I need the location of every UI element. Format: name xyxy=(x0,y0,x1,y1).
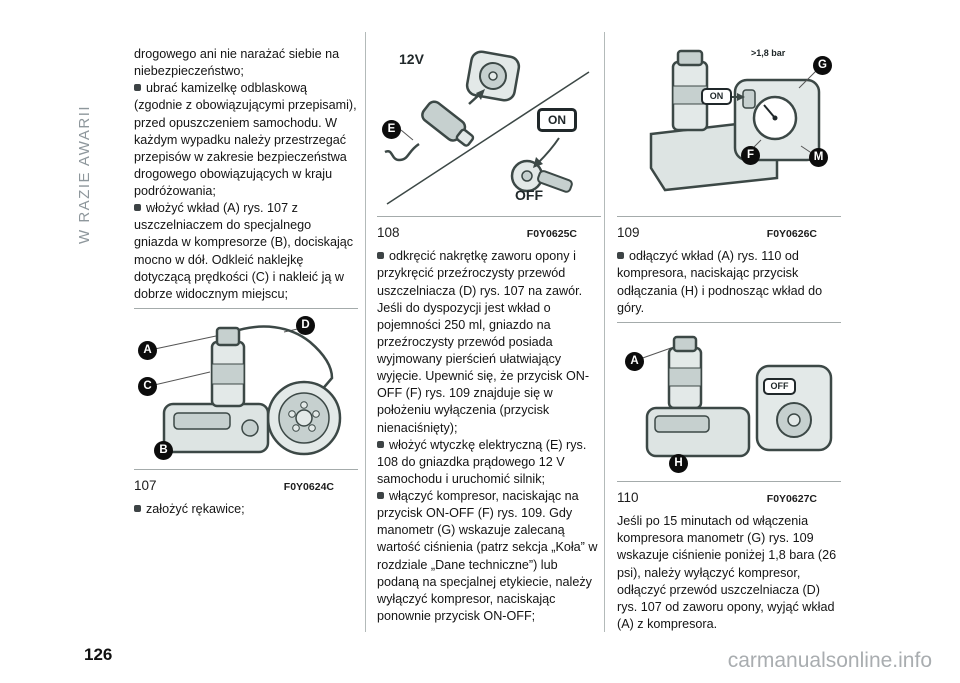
paragraph-text: włożyć wkład (A) rys. 107 z uszczelniaczem do specjalnego gniazda w kompresorze (B), dociskając mocno w dół. Odkleić naklejkę dotyczącą prędkości (C) i nakleić ją w dobrze widocznym miejscu; xyxy=(134,201,354,301)
column-3 xyxy=(617,46,841,633)
paragraph-text: odkręcić nakrętkę zaworu opony i przykręcić przeźroczysty przewód uszczelniacza (D) rys. 107 na zawór. Jeśli do dyspozycji jest wkład o pojemności 250 ml, gniazdo na przeźroczysty przewód posiada wyjmowany pierścień ułatwiający wyjęcie. Upewnić się, że przycisk ON-OFF (F) rys. 109 znajduje się w położeniu wyłączenia (przycisk nienaciśnięty); xyxy=(377,249,590,435)
bullet-paragraph xyxy=(377,248,601,436)
page-number: 126 xyxy=(84,645,113,664)
bullet-paragraph xyxy=(134,501,358,518)
figure-110 xyxy=(617,322,841,509)
paragraph-text: odłączyć wkład (A) rys. 110 od kompresora, naciskając przycisk odłączania (H) i podnosząc wkład do góry. xyxy=(617,249,823,315)
figure-107 xyxy=(134,308,358,497)
figure-code: F0Y0625C xyxy=(526,228,577,240)
callout-g: G xyxy=(813,56,832,75)
figure-number: 109 xyxy=(617,225,640,240)
column-divider xyxy=(604,32,605,632)
paragraph-text: ubrać kamizelkę odblaskową (zgodnie z obowiązującymi przepisami), przed opuszczeniem samochodu. W każdym wypadku należy przestrzegać przepisów w zakresie bezpieczeństwa drogowego obowiązujących w kraju podróżowania; xyxy=(134,81,357,198)
bullet-marker xyxy=(377,492,384,499)
figure-caption xyxy=(377,222,601,244)
figure-109-image xyxy=(617,46,841,211)
bullet-paragraph xyxy=(134,80,358,200)
figure-107-image xyxy=(134,314,358,464)
bullet-marker xyxy=(377,252,384,259)
bullet-marker xyxy=(134,505,141,512)
figure-bottom-rule xyxy=(617,481,841,482)
bullet-marker xyxy=(617,252,624,259)
callout-a: A xyxy=(625,352,644,371)
paragraph-text: włożyć wtyczkę elektryczną (E) rys. 108 do gniazdka prądowego 12 V samochodu i uruchomić silnik; xyxy=(377,437,587,486)
callout-b: B xyxy=(154,441,173,460)
column-2 xyxy=(377,46,601,625)
figure-number: 110 xyxy=(617,489,639,505)
column-divider xyxy=(365,32,366,632)
figure-number: 108 xyxy=(377,225,400,240)
figure-number: 107 xyxy=(134,477,157,493)
cartridge-removal-illustration xyxy=(617,328,841,476)
on-button-label: ON xyxy=(701,88,732,105)
callout-c: C xyxy=(138,377,157,396)
callout-d: D xyxy=(296,316,315,335)
figure-caption xyxy=(134,475,358,497)
paragraph-text: założyć rękawice; xyxy=(146,502,245,517)
figure-code: F0Y0624C xyxy=(283,480,334,493)
paragraph xyxy=(134,46,358,80)
figure-108-image xyxy=(377,46,601,211)
chapter-sidebar-label: W RAZIE AWARII xyxy=(76,104,93,244)
figure-bottom-rule xyxy=(617,216,841,217)
figure-code: F0Y0626C xyxy=(766,228,817,240)
paragraph-text: Jeśli po 15 minutach od włączenia kompresora manometr (G) rys. 109 wskazuje ciśnienie poniżej 1,8 bara (26 psi), należy wyłączyć kompresor, odłączyć przewód uszczelniacza (D) rys. 107 od zaworu opony, wyjąć wkład (A) z kompresora. xyxy=(617,514,837,631)
compressor-gauge-illustration xyxy=(617,46,841,211)
pressure-label: >1,8 bar xyxy=(751,48,786,58)
bullet-marker xyxy=(377,441,384,448)
paragraph-text: drogowego ani nie narażać siebie na niebezpieczeństwo; xyxy=(134,47,340,79)
label-12v: 12V xyxy=(399,51,424,67)
figure-109 xyxy=(617,46,841,244)
figure-110-image xyxy=(617,328,841,476)
watermark: carmanualsonline.info xyxy=(727,649,932,672)
bullet-paragraph xyxy=(377,437,601,488)
figure-bottom-rule xyxy=(134,469,358,470)
column-1 xyxy=(134,46,358,518)
figure-caption xyxy=(617,487,841,509)
off-button-label: OFF xyxy=(763,378,796,395)
paragraph xyxy=(617,513,841,633)
callout-e: E xyxy=(382,120,401,139)
bullet-marker xyxy=(134,204,141,211)
callout-m: M xyxy=(809,148,828,167)
off-label: OFF xyxy=(515,187,543,203)
figure-top-rule xyxy=(134,308,358,309)
bullet-paragraph xyxy=(134,200,358,303)
callout-h: H xyxy=(669,454,688,473)
callout-a: A xyxy=(138,341,157,360)
on-button-label: ON xyxy=(537,108,577,132)
figure-108 xyxy=(377,46,601,244)
callout-f: F xyxy=(741,146,760,165)
figure-caption xyxy=(617,222,841,244)
figure-bottom-rule xyxy=(377,216,601,217)
paragraph-text: włączyć kompresor, naciskając na przycisk ON-OFF (F) rys. 109. Gdy manometr (G) wskazuje zalecaną wartość ciśnienia (patrz sekcja „Koła” w rozdziale „Dane techniczne”) lub podaną na specjalnej etykiecie, należy wyłączyć kompresor, naciskając ponownie przycisk ON-OFF; xyxy=(377,489,598,623)
bullet-paragraph xyxy=(377,488,601,625)
bullet-marker xyxy=(134,84,141,91)
figure-code: F0Y0627C xyxy=(766,492,817,505)
figure-top-rule xyxy=(617,322,841,323)
bullet-paragraph xyxy=(617,248,841,317)
